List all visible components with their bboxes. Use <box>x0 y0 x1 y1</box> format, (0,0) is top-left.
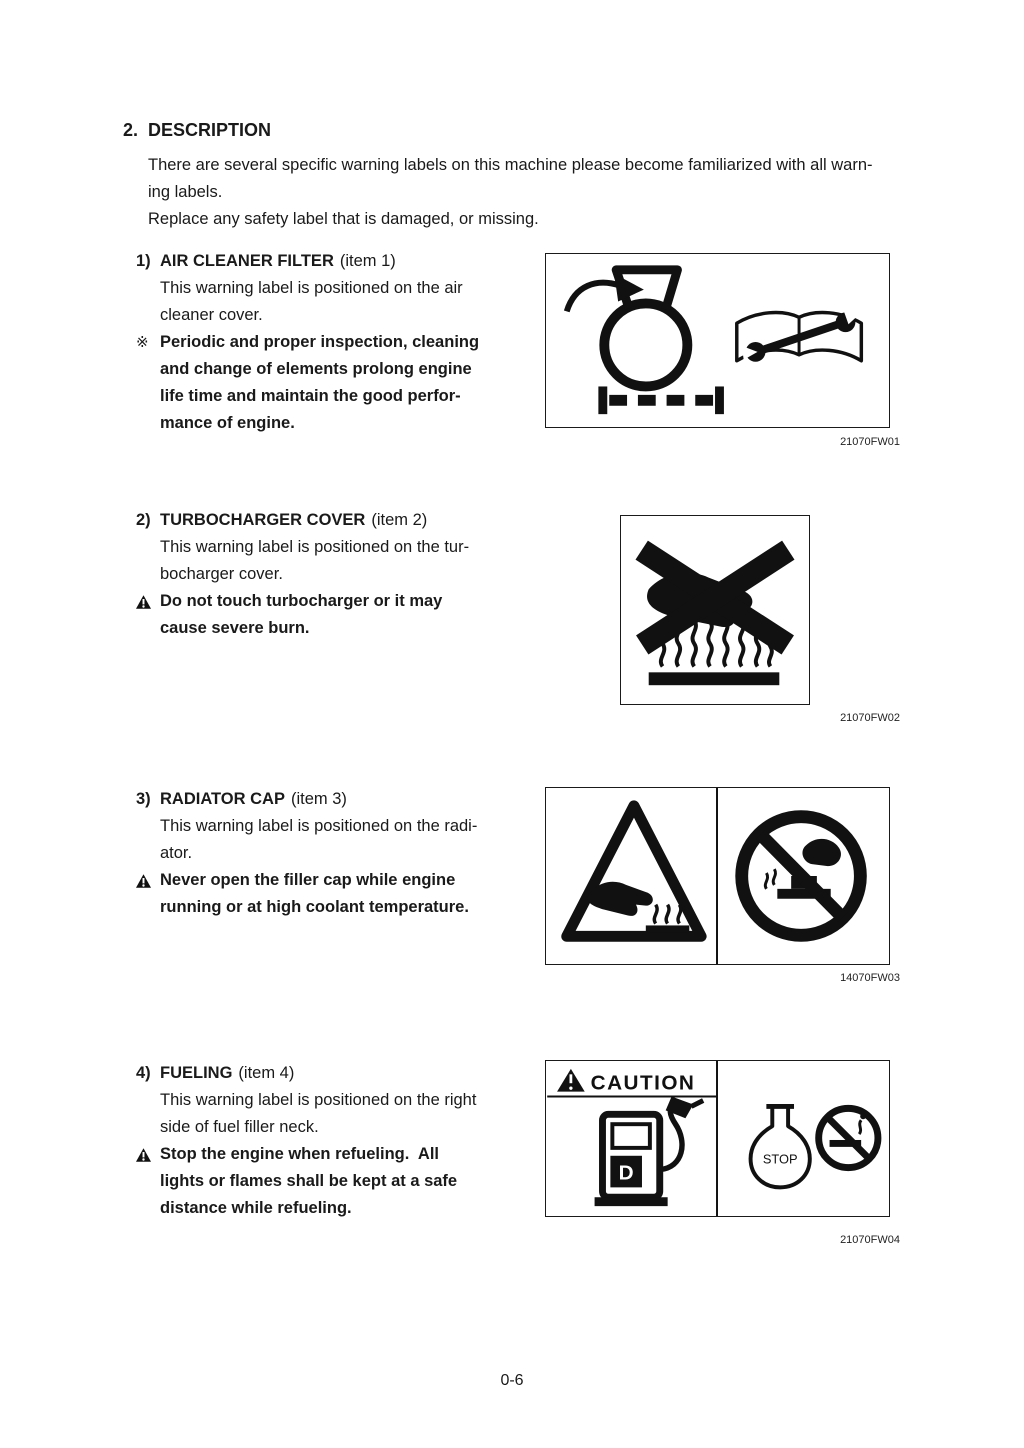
hot-surface-no-touch-icon <box>621 516 809 704</box>
section-radiator-cap <box>136 786 556 921</box>
note-line: mance of engine. <box>160 414 295 432</box>
body-line: cleaner cover. <box>160 306 263 324</box>
section-suffix: (item 2) <box>371 511 428 529</box>
section-warning <box>136 867 556 921</box>
section-title: TURBOCHARGER COVER <box>160 511 366 529</box>
stop-label: STOP <box>762 1151 798 1167</box>
warning-line: running or at high coolant temperature. <box>160 898 469 916</box>
figure-radiator-cap-label <box>545 787 890 965</box>
section-heading <box>136 507 556 534</box>
warning-line: lights or flames shall be kept at a safe <box>160 1172 458 1190</box>
figure-code: 21070FW01 <box>840 436 900 448</box>
figure-code: 14070FW03 <box>840 972 900 984</box>
section-body <box>160 813 556 867</box>
intro-paragraph <box>148 152 873 233</box>
section-turbocharger-cover <box>136 507 556 642</box>
hot-coolant-warning-icon <box>546 788 889 964</box>
page-title-number: 2. <box>123 120 139 140</box>
body-line: This warning label is positioned on the air <box>160 279 463 297</box>
intro-line: ing labels. <box>148 183 223 201</box>
body-line: This warning label is positioned on the tur- <box>160 538 470 556</box>
warning-icon <box>136 867 160 921</box>
warning-icon <box>136 1141 160 1222</box>
section-body <box>160 534 556 588</box>
figure-turbocharger-label <box>620 515 810 705</box>
warning-line: Do not touch turbocharger or it may <box>160 592 443 610</box>
section-title: RADIATOR CAP <box>160 790 285 808</box>
section-fueling <box>136 1060 556 1222</box>
section-number: 3) <box>136 790 151 808</box>
pump-letter: D <box>618 1161 634 1185</box>
warning-text <box>160 867 469 921</box>
caution-label: CAUTION <box>590 1071 696 1095</box>
warning-line: cause severe burn. <box>160 619 310 637</box>
section-number: 2) <box>136 511 151 529</box>
intro-line: There are several specific warning labels on this machine please become familiarized with all warn- <box>148 156 873 174</box>
section-title: FUELING <box>160 1064 233 1082</box>
air-cleaner-warning-icon <box>546 254 889 427</box>
page-title-text: DESCRIPTION <box>148 120 272 140</box>
section-heading <box>136 248 556 275</box>
section-suffix: (item 1) <box>339 252 396 270</box>
warning-line: Never open the filler cap while engine <box>160 871 456 889</box>
warning-text <box>160 1141 457 1222</box>
section-suffix: (item 4) <box>238 1064 295 1082</box>
section-number: 4) <box>136 1064 151 1082</box>
page-number: 0-6 <box>500 1372 524 1389</box>
figure-air-cleaner-label <box>545 253 890 428</box>
section-suffix: (item 3) <box>290 790 347 808</box>
body-line: This warning label is positioned on the radi- <box>160 817 478 835</box>
body-line: ator. <box>160 844 193 862</box>
fueling-caution-icon <box>546 1061 889 1216</box>
body-line: bocharger cover. <box>160 565 283 583</box>
body-line: side of fuel filler neck. <box>160 1118 319 1136</box>
section-body <box>160 275 556 329</box>
figure-code: 21070FW02 <box>840 712 900 724</box>
note-marker-icon: ※ <box>136 334 149 351</box>
section-heading <box>136 1060 556 1087</box>
note-line: Periodic and proper inspection, cleaning <box>160 333 480 351</box>
figure-code: 21070FW04 <box>840 1234 900 1246</box>
note-text <box>160 329 479 437</box>
section-warning <box>136 588 556 642</box>
section-air-cleaner-filter <box>136 248 556 437</box>
section-note <box>136 329 556 437</box>
warning-text <box>160 588 442 642</box>
section-warning <box>136 1141 556 1222</box>
page-title <box>123 120 271 141</box>
section-body <box>160 1087 556 1141</box>
intro-line: Replace any safety label that is damaged, or missing. <box>148 210 539 228</box>
figure-fueling-label <box>545 1060 890 1217</box>
body-line: This warning label is positioned on the right <box>160 1091 477 1109</box>
note-line: and change of elements prolong engine <box>160 360 472 378</box>
section-heading <box>136 786 556 813</box>
section-number: 1) <box>136 252 151 270</box>
warning-line: distance while refueling. <box>160 1199 352 1217</box>
note-line: life time and maintain the good perfor- <box>160 387 461 405</box>
section-title: AIR CLEANER FILTER <box>160 252 334 270</box>
warning-icon <box>136 588 160 642</box>
warning-line: Stop the engine when refueling. All <box>160 1145 439 1163</box>
